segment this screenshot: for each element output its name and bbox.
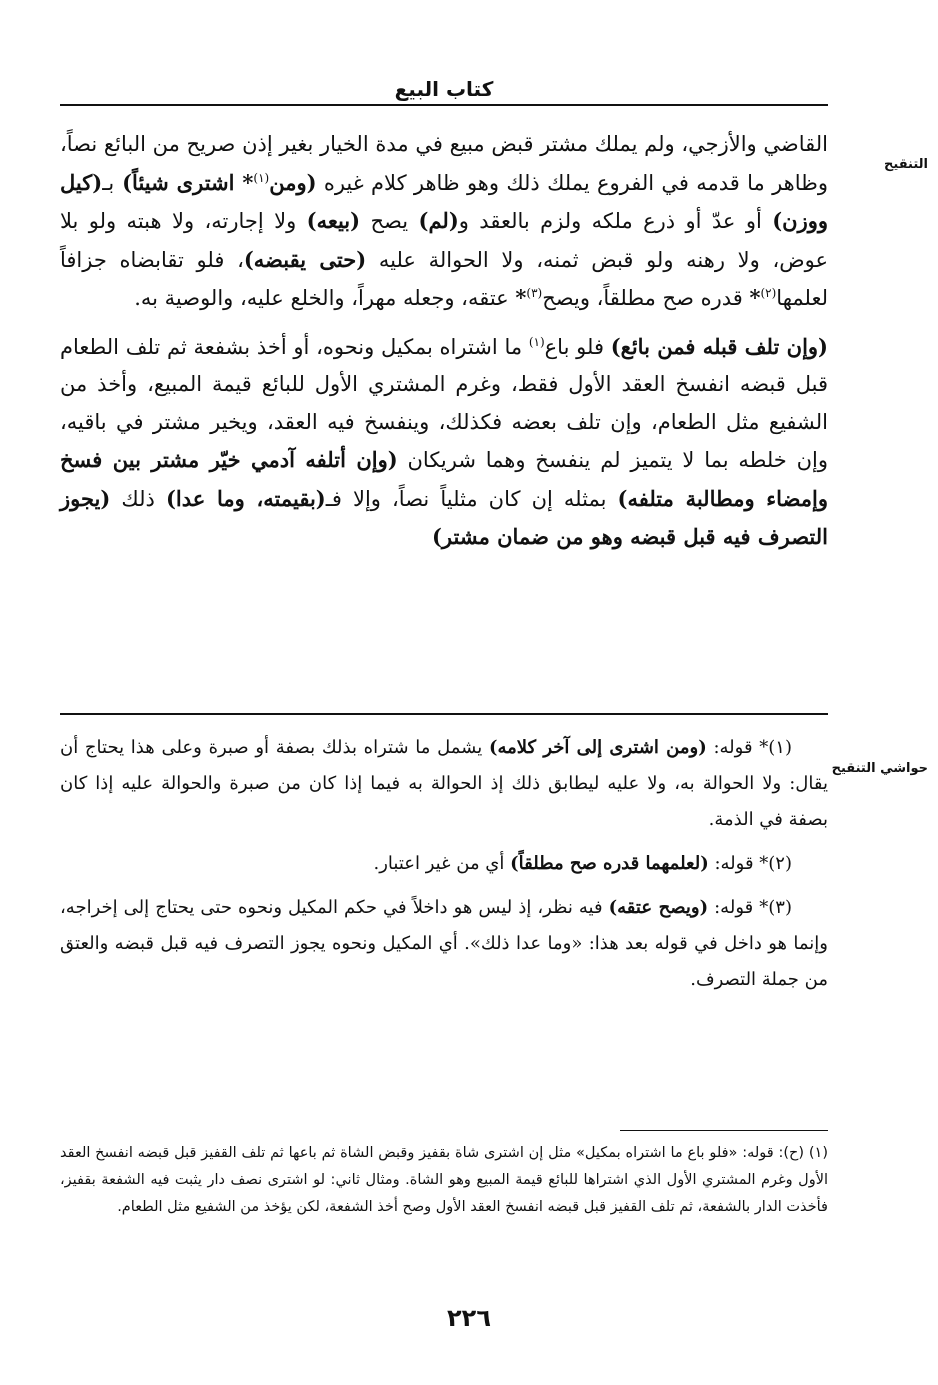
page-number: ٢٢٦ [447,1304,491,1332]
footnote-block [60,1140,828,1221]
note-marker: (٢)* قوله: [708,853,792,874]
note-marker: (٣)* قوله: [708,897,792,918]
bold-phrase: (بيعه) [306,208,361,233]
text-run: يشمل ما شتراه بذلك بصفة أو صبرة وعلى هذا يحتاج أن يقال: ولا الحوالة به، ولا عليه ليطابق ذلك إذ الحوالة به فيما إذا كان من صبرة والحوالة عليه إذا كان بصفة في الذمة. [60,737,828,830]
text-run: قدره صح مطلقاً، ويصح [542,286,750,310]
text-run: أو عدّ أو ذرع ملكه ولزم بالعقد و [458,209,773,233]
text-run: يصح [360,209,419,233]
text-run: بمثله إن كان مثلياً نصاً، وإلا فـ [325,486,618,511]
text-run: ، فلو تقابضاه جزافاً لعلمها [60,247,828,310]
text-run: أي من غير اعتبار. [373,853,511,874]
bold-phrase: (كيل ووزن) [60,169,829,233]
marginal-note-1 [60,730,828,838]
text-run: فلو باع [544,334,611,359]
note-star: * [242,169,254,195]
bold-phrase: (ومن اشترى إلى آخر كلامه) [488,737,707,758]
note-star: * [749,285,761,310]
text-run: فيه نظر، إذ ليس هو داخلاً في حكم المكيل ونحوه حتى يحتاج إلى إخراجه، وإنما هو داخل في قوله بعد هذا: «وما عدا ذلك». أي المكيل ونحوه يجوز التصرف فيه قبل قبضه والعتق من جملة التصرف. [60,897,828,990]
footnote-1: (١) (ح): قوله: «فلو باع ما اشتراه بمكيل» مثل إن اشترى شاة بقفيز وقبض الشاة ثم باعها ثم تلف القفيز قبل قبضه انفسخ العقد الأول وغرم المشتري الأول الذي اشتراها للبائع قيمة المبيع وهو الشاة. ومثال ثاني: لو اشترى نصف دار يثبت فيه الشفعة بقفيز، فأخذت الدار بالشفعة، ثم تلف القفيز قبل قبضه انفسخ العقد الأول وصح أخذ الشفعة، لكن يؤخذ من الشفيع مثل الطعام. [60,1145,828,1215]
footnote-divider [620,1130,828,1131]
note-star: * [515,285,527,310]
bold-phrase: (وإن أتلفه آدمي خيّر مشتر بين فسخ وإمضاء ومطالبة متلفه) [60,447,829,511]
text-run: عتقه، وجعله مهراً، والخلع عليه، والوصية به. [134,286,516,310]
marginal-note-2 [60,846,828,882]
text-run: بـ [102,170,115,195]
main-paragraph-1 [60,126,828,318]
note-marker: (١)* قوله: [706,737,792,758]
bold-phrase: (حتى يقبضه) [243,246,367,272]
footnote-ref: (٣) [526,286,543,300]
marginal-note-3 [60,890,828,998]
footnote-ref: (٢) [760,286,777,300]
text-run: ولا إجارته، ولا هبته ولو بلا عوض، ولا رهنه ولو قبض ثمنه، ولا الحوالة عليه [60,209,829,272]
main-paragraph-2 [60,328,828,557]
bold-phrase: اشترى شيئاً) [114,169,243,195]
book-chapter-title: كتاب البيع [394,77,494,101]
footnote-ref: (١) [528,334,545,349]
bold-phrase: (يجوز التصرف فيه قبل قبضه وهو من ضمان مشتر) [60,485,828,549]
text-run: ما اشتراه بمكيل ونحوه، أو أخذ بشفعة ثم تلف الطعام قبل قبضه انفسخ العقد الأول فقط، وغرم المشتري الأول للبائع قيمة المبيع، وأخذ من الشفيع مثل الطعام، وإن تلف بعضه فكذلك، وينفسخ فيه العقد، ويخير مشتر في باقيه، وإن خلطه بما لا يتميز لم ينفسخ وهما شريكان [60,334,828,472]
bold-phrase: (وإن تلف قبله فمن بائع) [610,333,828,359]
notes-divider [60,713,828,715]
bold-phrase: (لم) [418,208,459,233]
bold-phrase: (لعلمهما قدره صح مطلقاً) [510,853,709,874]
bold-phrase: (بقيمته، وما عدا) [165,485,326,511]
text-run: القاضي والأزجي، ولم يملك مشتر قبض مبيع في مدة الخيار بغير إذن صريح من البائع نصاً، وظاهر ما قدمه في الفروع يملك ذلك وهو ظاهر كلام غيره [60,132,829,195]
tanqih-side-label: التنقيح [884,157,928,172]
footnote-ref: (١) [253,170,270,185]
header-divider [60,104,828,106]
running-header [60,74,828,104]
bold-phrase: (ومن [269,169,317,195]
text-run: ذلك [110,486,166,511]
bold-phrase: (ويصح عتقه) [608,897,709,918]
hawashi-side-label: حواشي التنقيح [831,761,928,776]
main-text-block [60,126,828,557]
marginal-notes-block [60,730,828,1006]
